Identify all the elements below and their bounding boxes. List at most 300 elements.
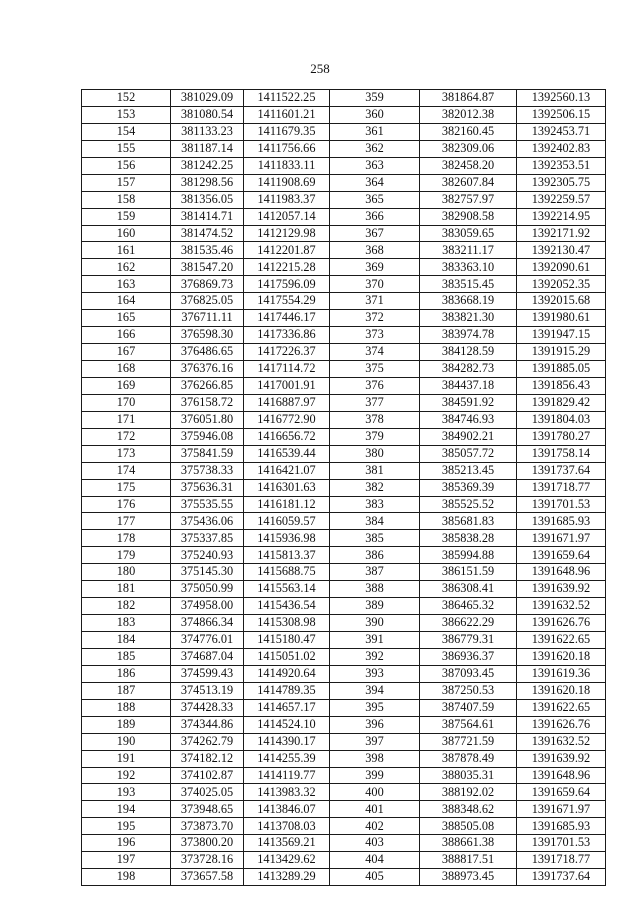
x-coordinate-cell: 381133.23 bbox=[171, 123, 244, 140]
x-coordinate-cell: 375337.85 bbox=[171, 530, 244, 547]
x-coordinate-cell: 375636.31 bbox=[171, 479, 244, 496]
x-coordinate-cell: 382012.38 bbox=[420, 106, 517, 123]
y-coordinate-cell: 1391804.03 bbox=[517, 411, 606, 428]
y-coordinate-cell: 1391632.52 bbox=[517, 598, 606, 615]
y-coordinate-cell: 1411679.35 bbox=[244, 123, 330, 140]
table-row bbox=[82, 530, 606, 547]
point-number-cell: 372 bbox=[330, 310, 420, 327]
table-row bbox=[82, 699, 606, 716]
point-number-cell: 405 bbox=[330, 869, 420, 886]
y-coordinate-cell: 1391671.97 bbox=[517, 530, 606, 547]
point-number-cell: 167 bbox=[82, 344, 171, 361]
x-coordinate-cell: 386465.32 bbox=[420, 598, 517, 615]
point-number-cell: 177 bbox=[82, 513, 171, 530]
table-row bbox=[82, 428, 606, 445]
point-number-cell: 161 bbox=[82, 242, 171, 259]
point-number-cell: 187 bbox=[82, 682, 171, 699]
point-number-cell: 154 bbox=[82, 123, 171, 140]
y-coordinate-cell: 1392506.15 bbox=[517, 106, 606, 123]
x-coordinate-cell: 381474.52 bbox=[171, 225, 244, 242]
table-row bbox=[82, 682, 606, 699]
point-number-cell: 378 bbox=[330, 411, 420, 428]
y-coordinate-cell: 1416181.12 bbox=[244, 496, 330, 513]
point-number-cell: 184 bbox=[82, 632, 171, 649]
point-number-cell: 198 bbox=[82, 869, 171, 886]
x-coordinate-cell: 383211.17 bbox=[420, 242, 517, 259]
y-coordinate-cell: 1391622.65 bbox=[517, 632, 606, 649]
y-coordinate-cell: 1417001.91 bbox=[244, 377, 330, 394]
y-coordinate-cell: 1413429.62 bbox=[244, 852, 330, 869]
point-number-cell: 171 bbox=[82, 411, 171, 428]
y-coordinate-cell: 1413846.07 bbox=[244, 801, 330, 818]
point-number-cell: 164 bbox=[82, 293, 171, 310]
point-number-cell: 373 bbox=[330, 327, 420, 344]
table-row bbox=[82, 462, 606, 479]
x-coordinate-cell: 375841.59 bbox=[171, 445, 244, 462]
y-coordinate-cell: 1414119.77 bbox=[244, 767, 330, 784]
table-row bbox=[82, 615, 606, 632]
y-coordinate-cell: 1413569.21 bbox=[244, 835, 330, 852]
table-row bbox=[82, 869, 606, 886]
y-coordinate-cell: 1416772.90 bbox=[244, 411, 330, 428]
x-coordinate-cell: 385525.52 bbox=[420, 496, 517, 513]
point-number-cell: 193 bbox=[82, 784, 171, 801]
y-coordinate-cell: 1392214.95 bbox=[517, 208, 606, 225]
x-coordinate-cell: 373657.58 bbox=[171, 869, 244, 886]
point-number-cell: 386 bbox=[330, 547, 420, 564]
point-number-cell: 393 bbox=[330, 665, 420, 682]
point-number-cell: 163 bbox=[82, 276, 171, 293]
x-coordinate-cell: 373948.65 bbox=[171, 801, 244, 818]
y-coordinate-cell: 1392560.13 bbox=[517, 90, 606, 107]
table-row bbox=[82, 784, 606, 801]
x-coordinate-cell: 374025.05 bbox=[171, 784, 244, 801]
point-number-cell: 195 bbox=[82, 818, 171, 835]
y-coordinate-cell: 1416656.72 bbox=[244, 428, 330, 445]
table-row bbox=[82, 344, 606, 361]
point-number-cell: 369 bbox=[330, 259, 420, 276]
x-coordinate-cell: 374182.12 bbox=[171, 750, 244, 767]
x-coordinate-cell: 376869.73 bbox=[171, 276, 244, 293]
point-number-cell: 173 bbox=[82, 445, 171, 462]
y-coordinate-cell: 1411601.21 bbox=[244, 106, 330, 123]
y-coordinate-cell: 1391685.93 bbox=[517, 513, 606, 530]
x-coordinate-cell: 384902.21 bbox=[420, 428, 517, 445]
table-row bbox=[82, 445, 606, 462]
point-number-cell: 160 bbox=[82, 225, 171, 242]
table-row bbox=[82, 140, 606, 157]
x-coordinate-cell: 382908.58 bbox=[420, 208, 517, 225]
y-coordinate-cell: 1391718.77 bbox=[517, 479, 606, 496]
y-coordinate-cell: 1417336.86 bbox=[244, 327, 330, 344]
point-number-cell: 402 bbox=[330, 818, 420, 835]
point-number-cell: 383 bbox=[330, 496, 420, 513]
table-row bbox=[82, 293, 606, 310]
x-coordinate-cell: 374428.33 bbox=[171, 699, 244, 716]
y-coordinate-cell: 1391829.42 bbox=[517, 394, 606, 411]
point-number-cell: 403 bbox=[330, 835, 420, 852]
point-number-cell: 170 bbox=[82, 394, 171, 411]
point-number-cell: 159 bbox=[82, 208, 171, 225]
x-coordinate-cell: 383668.19 bbox=[420, 293, 517, 310]
x-coordinate-cell: 375436.06 bbox=[171, 513, 244, 530]
y-coordinate-cell: 1415308.98 bbox=[244, 615, 330, 632]
y-coordinate-cell: 1414789.35 bbox=[244, 682, 330, 699]
table-row bbox=[82, 259, 606, 276]
table-row bbox=[82, 123, 606, 140]
y-coordinate-cell: 1391737.64 bbox=[517, 869, 606, 886]
x-coordinate-cell: 374687.04 bbox=[171, 648, 244, 665]
x-coordinate-cell: 373800.20 bbox=[171, 835, 244, 852]
point-number-cell: 172 bbox=[82, 428, 171, 445]
table-row bbox=[82, 361, 606, 378]
point-number-cell: 384 bbox=[330, 513, 420, 530]
x-coordinate-cell: 376376.16 bbox=[171, 361, 244, 378]
y-coordinate-cell: 1391632.52 bbox=[517, 733, 606, 750]
point-number-cell: 404 bbox=[330, 852, 420, 869]
x-coordinate-cell: 375535.55 bbox=[171, 496, 244, 513]
y-coordinate-cell: 1391626.76 bbox=[517, 716, 606, 733]
table-row bbox=[82, 598, 606, 615]
table-row bbox=[82, 157, 606, 174]
y-coordinate-cell: 1415688.75 bbox=[244, 564, 330, 581]
y-coordinate-cell: 1391947.15 bbox=[517, 327, 606, 344]
point-number-cell: 377 bbox=[330, 394, 420, 411]
y-coordinate-cell: 1415813.37 bbox=[244, 547, 330, 564]
point-number-cell: 375 bbox=[330, 361, 420, 378]
point-number-cell: 368 bbox=[330, 242, 420, 259]
x-coordinate-cell: 388035.31 bbox=[420, 767, 517, 784]
x-coordinate-cell: 374599.43 bbox=[171, 665, 244, 682]
table-row bbox=[82, 733, 606, 750]
y-coordinate-cell: 1411756.66 bbox=[244, 140, 330, 157]
table-row bbox=[82, 513, 606, 530]
y-coordinate-cell: 1392402.83 bbox=[517, 140, 606, 157]
x-coordinate-cell: 381242.25 bbox=[171, 157, 244, 174]
x-coordinate-cell: 373728.16 bbox=[171, 852, 244, 869]
point-number-cell: 162 bbox=[82, 259, 171, 276]
point-number-cell: 401 bbox=[330, 801, 420, 818]
table-row bbox=[82, 242, 606, 259]
point-number-cell: 181 bbox=[82, 581, 171, 598]
table-row bbox=[82, 716, 606, 733]
y-coordinate-cell: 1392090.61 bbox=[517, 259, 606, 276]
y-coordinate-cell: 1392453.71 bbox=[517, 123, 606, 140]
table-row bbox=[82, 208, 606, 225]
point-number-cell: 156 bbox=[82, 157, 171, 174]
table-row bbox=[82, 801, 606, 818]
x-coordinate-cell: 381864.87 bbox=[420, 90, 517, 107]
table-row bbox=[82, 174, 606, 191]
y-coordinate-cell: 1411908.69 bbox=[244, 174, 330, 191]
y-coordinate-cell: 1391980.61 bbox=[517, 310, 606, 327]
y-coordinate-cell: 1391648.96 bbox=[517, 564, 606, 581]
y-coordinate-cell: 1413289.29 bbox=[244, 869, 330, 886]
x-coordinate-cell: 381535.46 bbox=[171, 242, 244, 259]
point-number-cell: 365 bbox=[330, 191, 420, 208]
y-coordinate-cell: 1411522.25 bbox=[244, 90, 330, 107]
x-coordinate-cell: 374102.87 bbox=[171, 767, 244, 784]
table-row bbox=[82, 377, 606, 394]
point-number-cell: 175 bbox=[82, 479, 171, 496]
x-coordinate-cell: 385838.28 bbox=[420, 530, 517, 547]
x-coordinate-cell: 382309.06 bbox=[420, 140, 517, 157]
y-coordinate-cell: 1412201.87 bbox=[244, 242, 330, 259]
y-coordinate-cell: 1415563.14 bbox=[244, 581, 330, 598]
table-row bbox=[82, 767, 606, 784]
y-coordinate-cell: 1391701.53 bbox=[517, 496, 606, 513]
y-coordinate-cell: 1392130.47 bbox=[517, 242, 606, 259]
x-coordinate-cell: 381356.05 bbox=[171, 191, 244, 208]
point-number-cell: 194 bbox=[82, 801, 171, 818]
y-coordinate-cell: 1416539.44 bbox=[244, 445, 330, 462]
point-number-cell: 180 bbox=[82, 564, 171, 581]
x-coordinate-cell: 384128.59 bbox=[420, 344, 517, 361]
coordinate-table bbox=[81, 89, 606, 886]
point-number-cell: 185 bbox=[82, 648, 171, 665]
y-coordinate-cell: 1392305.75 bbox=[517, 174, 606, 191]
point-number-cell: 182 bbox=[82, 598, 171, 615]
table-row bbox=[82, 818, 606, 835]
x-coordinate-cell: 384282.73 bbox=[420, 361, 517, 378]
point-number-cell: 183 bbox=[82, 615, 171, 632]
x-coordinate-cell: 387250.53 bbox=[420, 682, 517, 699]
y-coordinate-cell: 1391856.43 bbox=[517, 377, 606, 394]
x-coordinate-cell: 383821.30 bbox=[420, 310, 517, 327]
table-row bbox=[82, 394, 606, 411]
point-number-cell: 391 bbox=[330, 632, 420, 649]
table-row bbox=[82, 327, 606, 344]
point-number-cell: 392 bbox=[330, 648, 420, 665]
y-coordinate-cell: 1417114.72 bbox=[244, 361, 330, 378]
y-coordinate-cell: 1391620.18 bbox=[517, 648, 606, 665]
point-number-cell: 179 bbox=[82, 547, 171, 564]
x-coordinate-cell: 386151.59 bbox=[420, 564, 517, 581]
x-coordinate-cell: 382160.45 bbox=[420, 123, 517, 140]
point-number-cell: 165 bbox=[82, 310, 171, 327]
x-coordinate-cell: 383363.10 bbox=[420, 259, 517, 276]
x-coordinate-cell: 387407.59 bbox=[420, 699, 517, 716]
page-number: 258 bbox=[310, 61, 330, 76]
x-coordinate-cell: 376711.11 bbox=[171, 310, 244, 327]
table-row bbox=[82, 835, 606, 852]
x-coordinate-cell: 375050.99 bbox=[171, 581, 244, 598]
y-coordinate-cell: 1391885.05 bbox=[517, 361, 606, 378]
table-row bbox=[82, 310, 606, 327]
point-number-cell: 374 bbox=[330, 344, 420, 361]
table-row bbox=[82, 750, 606, 767]
x-coordinate-cell: 376598.30 bbox=[171, 327, 244, 344]
point-number-cell: 189 bbox=[82, 716, 171, 733]
x-coordinate-cell: 382458.20 bbox=[420, 157, 517, 174]
y-coordinate-cell: 1391701.53 bbox=[517, 835, 606, 852]
x-coordinate-cell: 386936.37 bbox=[420, 648, 517, 665]
y-coordinate-cell: 1413983.32 bbox=[244, 784, 330, 801]
table-row bbox=[82, 225, 606, 242]
point-number-cell: 388 bbox=[330, 581, 420, 598]
y-coordinate-cell: 1392015.68 bbox=[517, 293, 606, 310]
point-number-cell: 360 bbox=[330, 106, 420, 123]
y-coordinate-cell: 1391648.96 bbox=[517, 767, 606, 784]
x-coordinate-cell: 388505.08 bbox=[420, 818, 517, 835]
x-coordinate-cell: 376486.65 bbox=[171, 344, 244, 361]
y-coordinate-cell: 1412057.14 bbox=[244, 208, 330, 225]
x-coordinate-cell: 381029.09 bbox=[171, 90, 244, 107]
table-row bbox=[82, 90, 606, 107]
point-number-cell: 153 bbox=[82, 106, 171, 123]
point-number-cell: 394 bbox=[330, 682, 420, 699]
table-row bbox=[82, 564, 606, 581]
x-coordinate-cell: 387878.49 bbox=[420, 750, 517, 767]
point-number-cell: 192 bbox=[82, 767, 171, 784]
point-number-cell: 188 bbox=[82, 699, 171, 716]
point-number-cell: 196 bbox=[82, 835, 171, 852]
y-coordinate-cell: 1416301.63 bbox=[244, 479, 330, 496]
point-number-cell: 398 bbox=[330, 750, 420, 767]
point-number-cell: 158 bbox=[82, 191, 171, 208]
y-coordinate-cell: 1391619.36 bbox=[517, 665, 606, 682]
table-row bbox=[82, 547, 606, 564]
y-coordinate-cell: 1391737.64 bbox=[517, 462, 606, 479]
y-coordinate-cell: 1414524.10 bbox=[244, 716, 330, 733]
y-coordinate-cell: 1415180.47 bbox=[244, 632, 330, 649]
y-coordinate-cell: 1392353.51 bbox=[517, 157, 606, 174]
y-coordinate-cell: 1412129.98 bbox=[244, 225, 330, 242]
point-number-cell: 166 bbox=[82, 327, 171, 344]
x-coordinate-cell: 388192.02 bbox=[420, 784, 517, 801]
x-coordinate-cell: 384746.93 bbox=[420, 411, 517, 428]
x-coordinate-cell: 388348.62 bbox=[420, 801, 517, 818]
y-coordinate-cell: 1415436.54 bbox=[244, 598, 330, 615]
x-coordinate-cell: 383974.78 bbox=[420, 327, 517, 344]
point-number-cell: 157 bbox=[82, 174, 171, 191]
x-coordinate-cell: 374866.34 bbox=[171, 615, 244, 632]
point-number-cell: 178 bbox=[82, 530, 171, 547]
point-number-cell: 387 bbox=[330, 564, 420, 581]
y-coordinate-cell: 1391620.18 bbox=[517, 682, 606, 699]
x-coordinate-cell: 381080.54 bbox=[171, 106, 244, 123]
x-coordinate-cell: 385213.45 bbox=[420, 462, 517, 479]
y-coordinate-cell: 1391622.65 bbox=[517, 699, 606, 716]
x-coordinate-cell: 374958.00 bbox=[171, 598, 244, 615]
x-coordinate-cell: 386308.41 bbox=[420, 581, 517, 598]
point-number-cell: 371 bbox=[330, 293, 420, 310]
point-number-cell: 359 bbox=[330, 90, 420, 107]
point-number-cell: 385 bbox=[330, 530, 420, 547]
x-coordinate-cell: 385057.72 bbox=[420, 445, 517, 462]
x-coordinate-cell: 381298.56 bbox=[171, 174, 244, 191]
x-coordinate-cell: 387721.59 bbox=[420, 733, 517, 750]
point-number-cell: 155 bbox=[82, 140, 171, 157]
y-coordinate-cell: 1391758.14 bbox=[517, 445, 606, 462]
table-row bbox=[82, 852, 606, 869]
x-coordinate-cell: 373873.70 bbox=[171, 818, 244, 835]
y-coordinate-cell: 1391626.76 bbox=[517, 615, 606, 632]
y-coordinate-cell: 1391639.92 bbox=[517, 750, 606, 767]
x-coordinate-cell: 381187.14 bbox=[171, 140, 244, 157]
y-coordinate-cell: 1412215.28 bbox=[244, 259, 330, 276]
y-coordinate-cell: 1411833.11 bbox=[244, 157, 330, 174]
y-coordinate-cell: 1414390.17 bbox=[244, 733, 330, 750]
point-number-cell: 397 bbox=[330, 733, 420, 750]
y-coordinate-cell: 1392171.92 bbox=[517, 225, 606, 242]
point-number-cell: 361 bbox=[330, 123, 420, 140]
point-number-cell: 389 bbox=[330, 598, 420, 615]
y-coordinate-cell: 1391915.29 bbox=[517, 344, 606, 361]
x-coordinate-cell: 374262.79 bbox=[171, 733, 244, 750]
point-number-cell: 381 bbox=[330, 462, 420, 479]
point-number-cell: 382 bbox=[330, 479, 420, 496]
point-number-cell: 168 bbox=[82, 361, 171, 378]
y-coordinate-cell: 1391659.64 bbox=[517, 784, 606, 801]
x-coordinate-cell: 375946.08 bbox=[171, 428, 244, 445]
y-coordinate-cell: 1414657.17 bbox=[244, 699, 330, 716]
y-coordinate-cell: 1391780.27 bbox=[517, 428, 606, 445]
table-row bbox=[82, 106, 606, 123]
point-number-cell: 395 bbox=[330, 699, 420, 716]
table-row bbox=[82, 479, 606, 496]
y-coordinate-cell: 1417226.37 bbox=[244, 344, 330, 361]
y-coordinate-cell: 1414920.64 bbox=[244, 665, 330, 682]
x-coordinate-cell: 383059.65 bbox=[420, 225, 517, 242]
point-number-cell: 400 bbox=[330, 784, 420, 801]
x-coordinate-cell: 376051.80 bbox=[171, 411, 244, 428]
x-coordinate-cell: 375240.93 bbox=[171, 547, 244, 564]
x-coordinate-cell: 375738.33 bbox=[171, 462, 244, 479]
point-number-cell: 190 bbox=[82, 733, 171, 750]
y-coordinate-cell: 1416421.07 bbox=[244, 462, 330, 479]
x-coordinate-cell: 385681.83 bbox=[420, 513, 517, 530]
point-number-cell: 367 bbox=[330, 225, 420, 242]
table-row bbox=[82, 665, 606, 682]
x-coordinate-cell: 387564.61 bbox=[420, 716, 517, 733]
y-coordinate-cell: 1392259.57 bbox=[517, 191, 606, 208]
x-coordinate-cell: 374513.19 bbox=[171, 682, 244, 699]
y-coordinate-cell: 1391671.97 bbox=[517, 801, 606, 818]
x-coordinate-cell: 388973.45 bbox=[420, 869, 517, 886]
point-number-cell: 174 bbox=[82, 462, 171, 479]
y-coordinate-cell: 1417446.17 bbox=[244, 310, 330, 327]
y-coordinate-cell: 1411983.37 bbox=[244, 191, 330, 208]
y-coordinate-cell: 1413708.03 bbox=[244, 818, 330, 835]
x-coordinate-cell: 374776.01 bbox=[171, 632, 244, 649]
point-number-cell: 390 bbox=[330, 615, 420, 632]
point-number-cell: 376 bbox=[330, 377, 420, 394]
y-coordinate-cell: 1417554.29 bbox=[244, 293, 330, 310]
x-coordinate-cell: 385369.39 bbox=[420, 479, 517, 496]
point-number-cell: 399 bbox=[330, 767, 420, 784]
y-coordinate-cell: 1392052.35 bbox=[517, 276, 606, 293]
table-row bbox=[82, 191, 606, 208]
table-row bbox=[82, 632, 606, 649]
y-coordinate-cell: 1415051.02 bbox=[244, 648, 330, 665]
table-row bbox=[82, 411, 606, 428]
x-coordinate-cell: 381414.71 bbox=[171, 208, 244, 225]
point-number-cell: 366 bbox=[330, 208, 420, 225]
point-number-cell: 396 bbox=[330, 716, 420, 733]
coordinate-table-body bbox=[82, 90, 606, 886]
y-coordinate-cell: 1416059.57 bbox=[244, 513, 330, 530]
point-number-cell: 363 bbox=[330, 157, 420, 174]
y-coordinate-cell: 1391659.64 bbox=[517, 547, 606, 564]
y-coordinate-cell: 1391718.77 bbox=[517, 852, 606, 869]
point-number-cell: 191 bbox=[82, 750, 171, 767]
point-number-cell: 370 bbox=[330, 276, 420, 293]
point-number-cell: 152 bbox=[82, 90, 171, 107]
x-coordinate-cell: 382607.84 bbox=[420, 174, 517, 191]
y-coordinate-cell: 1391639.92 bbox=[517, 581, 606, 598]
y-coordinate-cell: 1415936.98 bbox=[244, 530, 330, 547]
